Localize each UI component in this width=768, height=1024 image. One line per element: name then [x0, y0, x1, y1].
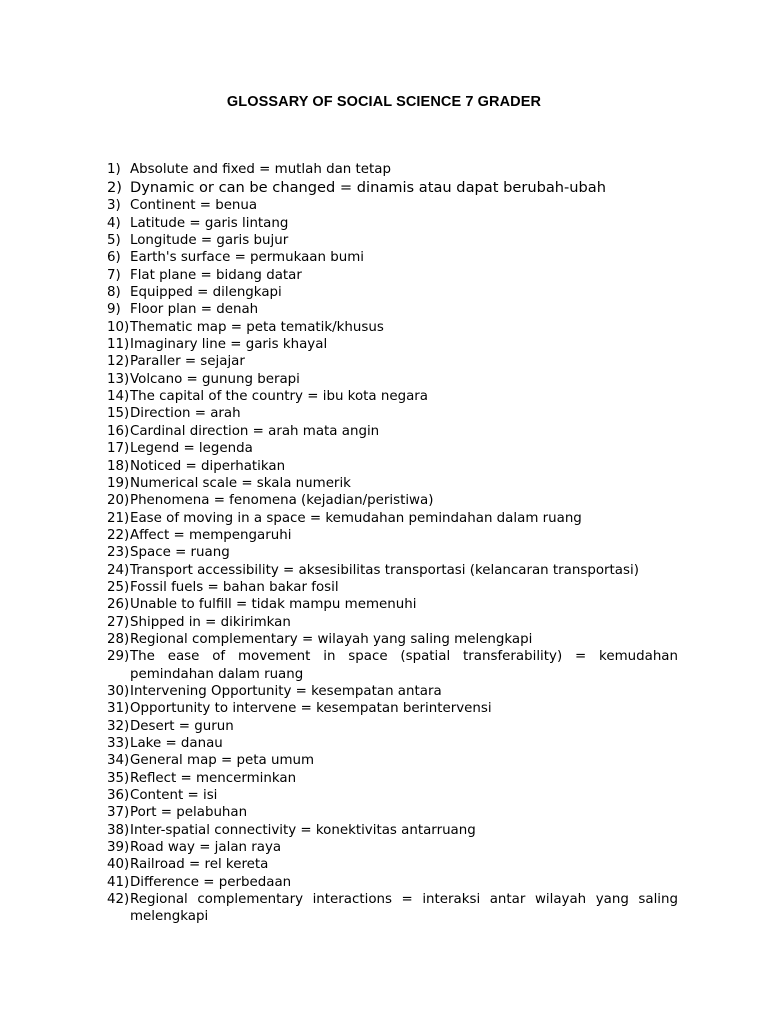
- glossary-item-text: Floor plan = denah: [130, 302, 259, 318]
- glossary-item-text: Dynamic or can be changed = dinamis atau dapat berubah-ubah: [130, 179, 606, 197]
- glossary-item-number: 12): [107, 354, 130, 370]
- glossary-item-text: Absolute and fixed = mutlah dan tetap: [130, 162, 391, 177]
- glossary-item-number: 36): [107, 788, 130, 804]
- glossary-item-text: Port = pelabuhan: [130, 805, 248, 821]
- glossary-item: [107, 178, 678, 197]
- glossary-item-number: 2): [107, 179, 122, 197]
- glossary-item-number: 13): [107, 371, 130, 387]
- glossary-item: [107, 874, 678, 891]
- glossary-item: [107, 423, 678, 440]
- glossary-item: [107, 631, 678, 648]
- glossary-item-number: 14): [107, 389, 130, 405]
- glossary-item: [107, 458, 678, 475]
- glossary-item-number: 29): [107, 649, 130, 665]
- glossary-item-number: 19): [107, 475, 130, 491]
- glossary-item-number: 35): [107, 770, 130, 786]
- glossary-item-number: 20): [107, 493, 130, 509]
- glossary-item-number: 25): [107, 579, 130, 595]
- glossary-item-number: 15): [107, 406, 130, 422]
- glossary-item-text: Latitude = garis lintang: [130, 215, 289, 231]
- glossary-item-text: Affect = mempengaruhi: [130, 527, 292, 543]
- glossary-item: [107, 527, 678, 544]
- glossary-item-text: Fossil fuels = bahan bakar fosil: [130, 579, 339, 595]
- glossary-item: [107, 371, 678, 388]
- glossary-item-text: Numerical scale = skala numerik: [130, 475, 351, 491]
- glossary-item-text: Transport accessibility = aksesibilitas transportasi (kelancaran transportasi): [130, 562, 639, 578]
- glossary-item-text: Noticed = diperhatikan: [130, 458, 286, 474]
- glossary-item-text: Inter-spatial connectivity = konektivitas antarruang: [130, 822, 476, 838]
- glossary-item-text: Regional complementary = wilayah yang saling melengkapi: [130, 631, 533, 647]
- glossary-item: [107, 336, 678, 353]
- glossary-item-number: 22): [107, 527, 130, 543]
- glossary-item-text: Ease of moving in a space = kemudahan pemindahan dalam ruang: [130, 510, 582, 526]
- glossary-item: [107, 787, 678, 804]
- glossary-item-text: Paraller = sejajar: [130, 354, 245, 370]
- glossary-item-text: Shipped in = dikirimkan: [130, 614, 291, 630]
- glossary-item-text: Direction = arah: [130, 406, 241, 422]
- glossary-item-number: 30): [107, 683, 130, 699]
- glossary-item-number: 21): [107, 510, 130, 526]
- glossary-item-number: 18): [107, 458, 130, 474]
- glossary-item-text: Intervening Opportunity = kesempatan antara: [130, 683, 442, 699]
- glossary-item-number: 10): [107, 319, 130, 335]
- glossary-item: [107, 544, 678, 561]
- glossary-item-number: 27): [107, 614, 130, 630]
- glossary-item: [107, 319, 678, 336]
- glossary-item-number: 3): [107, 198, 121, 214]
- glossary-item-number: 26): [107, 597, 130, 613]
- glossary-item: [107, 197, 678, 214]
- glossary-item-text: Legend = legenda: [130, 441, 253, 457]
- glossary-item-text: Flat plane = bidang datar: [130, 267, 302, 283]
- glossary-item-text: Regional complementary interactions = interaksi antar wilayah yang saling melengkapi: [130, 892, 678, 925]
- glossary-item: [107, 804, 678, 821]
- glossary-item: [107, 596, 678, 613]
- glossary-item: [107, 510, 678, 527]
- glossary-item: [107, 839, 678, 856]
- glossary-item: [107, 562, 678, 579]
- glossary-item: [107, 718, 678, 735]
- glossary-item: [107, 891, 678, 926]
- glossary-item: [107, 249, 678, 266]
- glossary-item: [107, 683, 678, 700]
- glossary-item-number: 9): [107, 302, 121, 318]
- glossary-item-text: Longitude = garis bujur: [130, 233, 289, 249]
- glossary-item-text: Cardinal direction = arah mata angin: [130, 423, 380, 439]
- glossary-item: [107, 856, 678, 873]
- glossary-item-number: 33): [107, 736, 130, 751]
- glossary-item-text: Unable to fulfill = tidak mampu memenuhi: [130, 597, 417, 613]
- glossary-item-text: General map = peta umum: [130, 753, 315, 769]
- glossary-item-number: 6): [107, 250, 121, 266]
- glossary-item-number: 11): [107, 337, 130, 353]
- glossary-item-text: Road way = jalan raya: [130, 840, 282, 856]
- glossary-item-text: Railroad = rel kereta: [130, 857, 269, 873]
- glossary-item-number: 39): [107, 840, 130, 856]
- glossary-item: [107, 648, 678, 683]
- glossary-item-text: Thematic map = peta tematik/khusus: [130, 319, 384, 335]
- glossary-item-text: Lake = danau: [130, 736, 223, 751]
- glossary-item-number: 37): [107, 805, 130, 821]
- glossary-item: [107, 735, 678, 752]
- glossary-item: [107, 700, 678, 717]
- glossary-item-number: 38): [107, 822, 130, 838]
- glossary-item-number: 23): [107, 545, 130, 561]
- glossary-item-number: 5): [107, 233, 121, 249]
- glossary-item: [107, 215, 678, 232]
- glossary-item-number: 40): [107, 857, 130, 873]
- glossary-item-number: 7): [107, 267, 121, 283]
- glossary-item-number: 8): [107, 285, 121, 301]
- glossary-item: [107, 770, 678, 787]
- glossary-item-text: The ease of movement in space (spatial transferability) = kemudahan pemindahan dalam ruang: [130, 649, 678, 682]
- glossary-item-text: Earth's surface = permukaan bumi: [130, 250, 365, 266]
- glossary-item: [107, 267, 678, 284]
- glossary-item-number: 16): [107, 423, 130, 439]
- glossary-item: [107, 301, 678, 318]
- glossary-item: [107, 752, 678, 769]
- glossary-item: [107, 405, 678, 422]
- glossary-item-text: Volcano = gunung berapi: [130, 371, 300, 387]
- glossary-item-text: Desert = gurun: [130, 718, 234, 734]
- glossary-item-text: Content = isi: [130, 788, 218, 804]
- glossary-item-number: 24): [107, 562, 130, 578]
- glossary-item: [107, 475, 678, 492]
- glossary-item-number: 1): [107, 162, 121, 177]
- glossary-item-text: Reflect = mencerminkan: [130, 770, 297, 786]
- glossary-item: [107, 614, 678, 631]
- glossary-item-number: 34): [107, 753, 130, 769]
- glossary-item-number: 42): [107, 892, 130, 908]
- document-title: GLOSSARY OF SOCIAL SCIENCE 7 GRADER: [226, 94, 542, 110]
- glossary-item-text: Continent = benua: [130, 198, 258, 214]
- glossary-item: [107, 388, 678, 405]
- glossary-item-number: 17): [107, 441, 130, 457]
- glossary-item: [107, 440, 678, 457]
- glossary-item-text: Space = ruang: [130, 545, 230, 561]
- glossary-item-number: 4): [107, 215, 121, 231]
- glossary-item: [107, 579, 678, 596]
- glossary-item-text: Phenomena = fenomena (kejadian/peristiwa): [130, 493, 434, 509]
- glossary-item-number: 41): [107, 874, 130, 890]
- glossary-item-text: Opportunity to intervene = kesempatan berintervensi: [130, 701, 492, 717]
- glossary-item-text: Equipped = dilengkapi: [130, 285, 282, 301]
- glossary-item-text: The capital of the country = ibu kota negara: [130, 389, 429, 405]
- glossary-item: [107, 492, 678, 509]
- glossary-item: [107, 822, 678, 839]
- glossary-item-text: Imaginary line = garis khayal: [130, 337, 328, 353]
- glossary-item-number: 28): [107, 631, 130, 647]
- glossary-item: [107, 232, 678, 249]
- glossary-item: [107, 284, 678, 301]
- glossary-item: [107, 353, 678, 370]
- glossary-item-text: Difference = perbedaan: [130, 874, 292, 890]
- glossary-list: [107, 161, 678, 926]
- glossary-item-number: 31): [107, 701, 130, 717]
- glossary-item-number: 32): [107, 718, 130, 734]
- glossary-item: [107, 161, 678, 178]
